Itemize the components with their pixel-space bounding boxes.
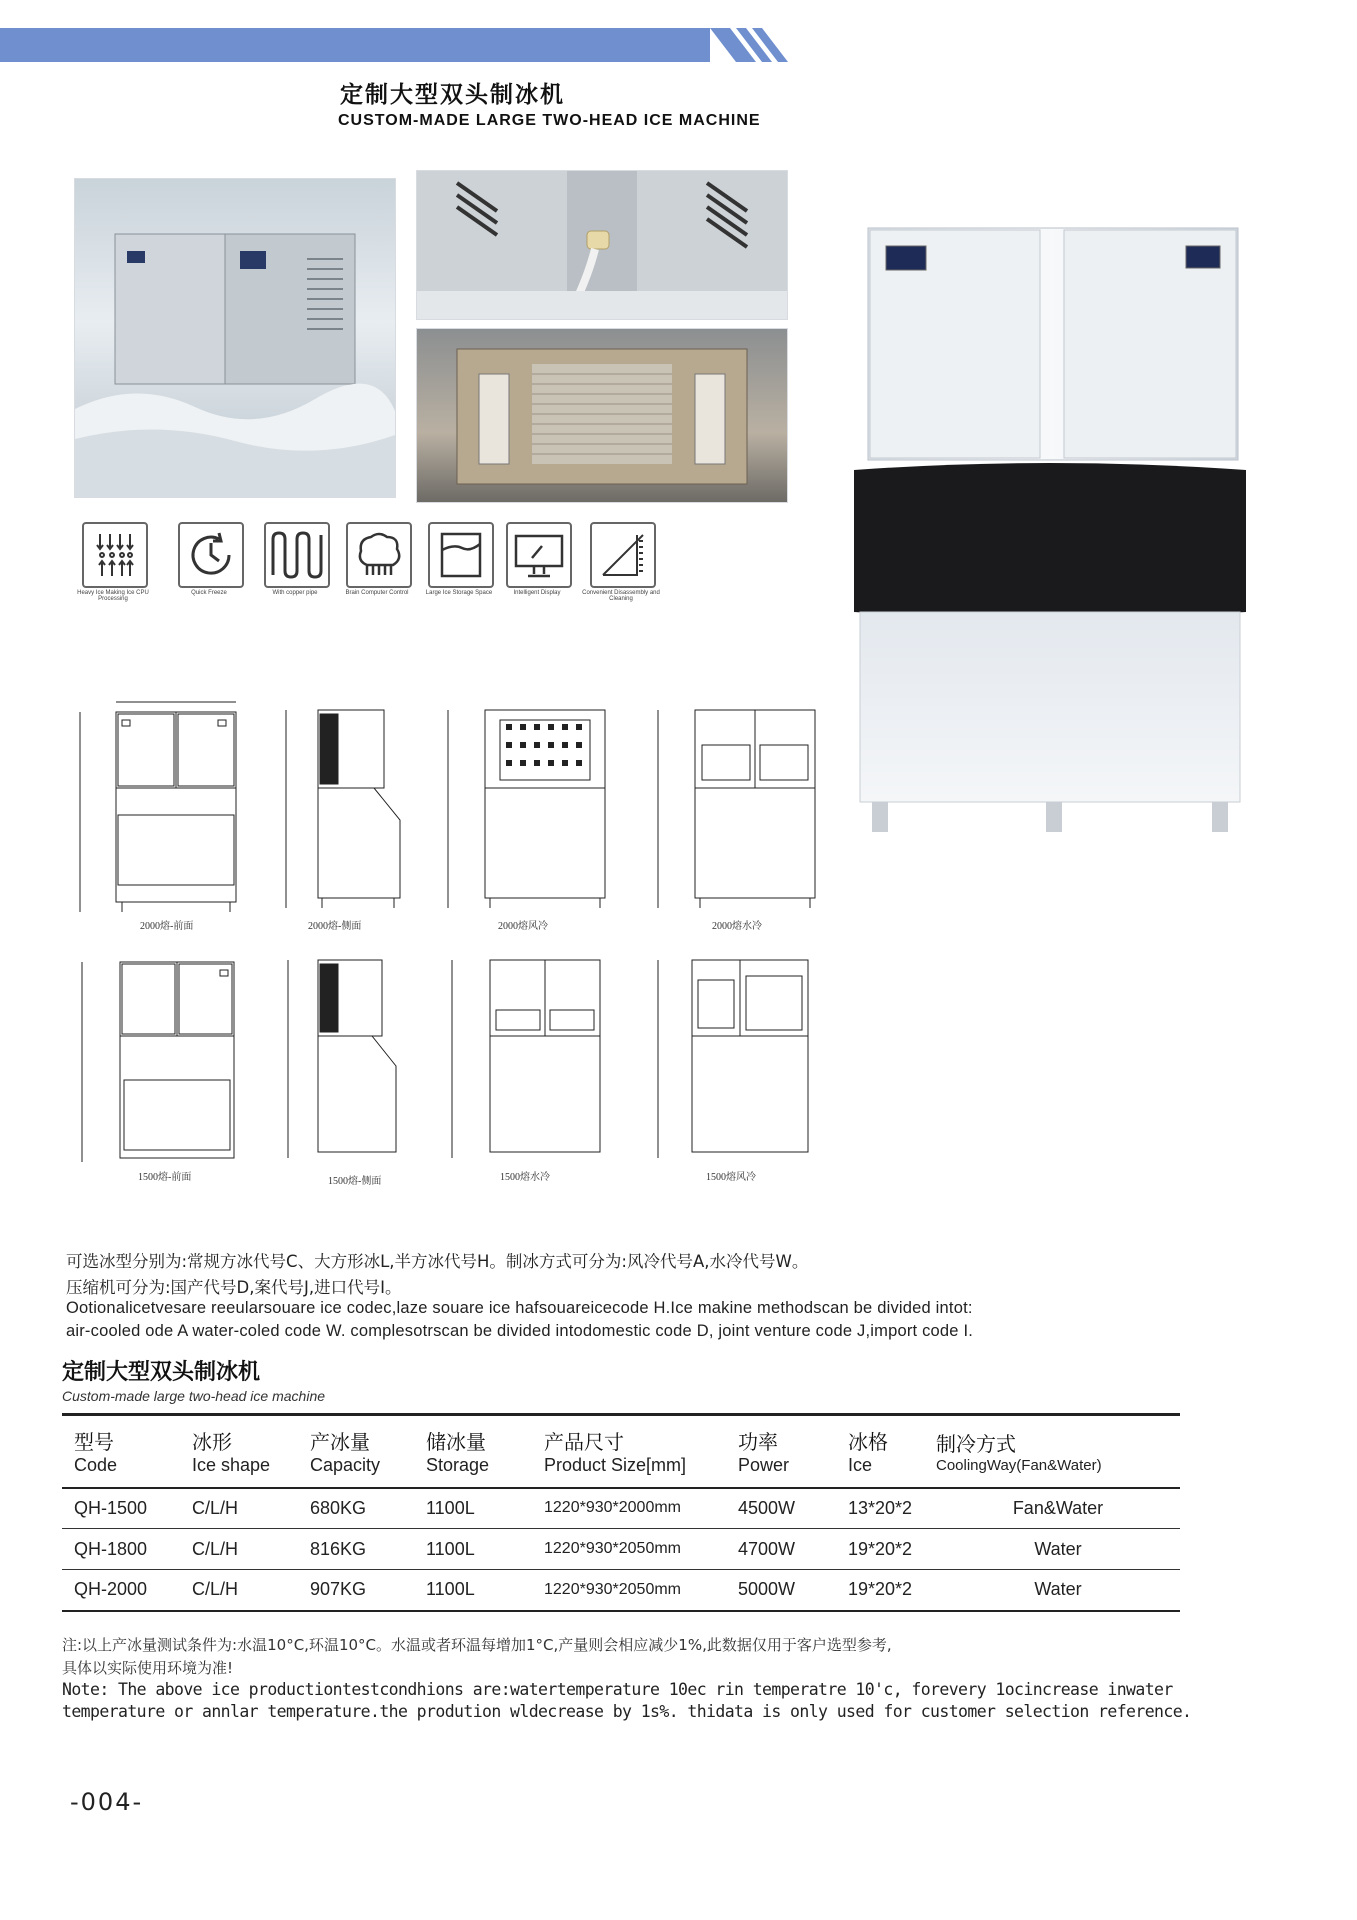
table-cell: 1220*930*2050mm	[544, 1580, 681, 1598]
table-cell: 1100L	[426, 1579, 475, 1600]
table-cell: 680KG	[310, 1497, 367, 1518]
feature-label: With copper pipe	[272, 590, 318, 596]
table-cell: 1100L	[426, 1538, 475, 1559]
drawing-caption: 1500熔-前面	[138, 1172, 192, 1183]
drawing-2000-side	[278, 690, 428, 930]
column-header: 产品尺寸 Product Size[mm]	[544, 1432, 687, 1476]
drawing-1500-air-cooled	[650, 940, 850, 1180]
spec-table	[62, 1413, 1180, 1612]
feature-label: Convenient Disassembly and Cleaning	[582, 590, 660, 602]
drawing-2000-front	[60, 690, 270, 930]
spec-table-subtitle: Custom-made large two-head ice machine	[62, 1388, 326, 1404]
table-cell: 907KG	[310, 1579, 367, 1600]
table-cell: 1220*930*2000mm	[544, 1499, 681, 1517]
column-header: 功率 Power	[738, 1432, 790, 1476]
column-header: 冰形 Ice shape	[192, 1432, 271, 1476]
table-cell: QH-2000	[74, 1579, 148, 1600]
table-cell: 19*20*2	[848, 1538, 913, 1559]
drawing-caption: 2000熔风冷	[498, 921, 548, 932]
table-row	[62, 1488, 1180, 1529]
note-en-line2: temperature or annlar temperature.the prodution wldecrease by 1s%. thidata is only used for customer selection reference.	[62, 1702, 1192, 1721]
header-band	[0, 28, 760, 62]
column-header: 型号 Code	[74, 1432, 118, 1476]
table-cell: 13*20*2	[848, 1497, 913, 1518]
page-title: 定制大型双头制冰机	[340, 82, 565, 108]
note-cn-line2: 具体以实际使用环境为准!	[62, 1659, 234, 1677]
drawing-caption: 2000熔水冷	[712, 921, 762, 932]
table-cell: QH-1500	[74, 1497, 148, 1518]
feature-label: Large Ice Storage Space	[425, 590, 493, 596]
ice-machine-illustration	[850, 220, 1250, 860]
drawing-1500-side	[278, 940, 428, 1180]
spec-table-title: 定制大型双头制冰机	[62, 1360, 261, 1385]
drawing-caption: 2000熔-前面	[140, 921, 194, 932]
timer-icon	[178, 522, 244, 588]
drawing-caption: 1500熔风冷	[706, 1172, 756, 1183]
feature-label: Quick Freeze	[191, 590, 227, 596]
table-cell: 1220*930*2050mm	[544, 1540, 681, 1557]
feature-label: Intelligent Display	[513, 590, 561, 596]
drawing-2000-water-cooled	[650, 690, 850, 930]
table-row	[62, 1529, 1180, 1570]
drawing-caption: 1500熔-侧面	[328, 1176, 382, 1187]
feature-label: Brain Computer Control	[345, 590, 409, 596]
table-cell: C/L/H	[192, 1538, 239, 1559]
table-cell: Water	[1034, 1538, 1082, 1559]
column-header: 产冰量 Capacity	[310, 1432, 381, 1476]
table-cell: 19*20*2	[848, 1579, 913, 1600]
description-cn-line2: 压缩机可分为:国产代号D,案代号J,进口代号I。	[66, 1278, 402, 1297]
drawing-caption: 2000熔-侧面	[308, 921, 362, 932]
table-cell: 1100L	[426, 1497, 475, 1518]
column-header: 制冷方式 CoolingWay(Fan&Water)	[936, 1434, 1102, 1475]
table-cell: C/L/H	[192, 1579, 239, 1600]
table-row	[62, 1570, 1180, 1611]
copper-pipe-icon	[264, 522, 330, 588]
drawing-caption: 1500熔水冷	[500, 1172, 550, 1183]
page-subtitle: CUSTOM-MADE LARGE TWO-HEAD ICE MACHINE	[338, 112, 761, 129]
table-cell: C/L/H	[192, 1497, 239, 1518]
brain-chip-icon	[346, 522, 412, 588]
water-inlet-detail-photo	[416, 170, 788, 320]
description-en-line2: air-cooled ode A water-coled code W. complesotrscan be divided intodomestic code D, joint venture code J,import code I.	[66, 1322, 974, 1340]
description-en-line1: Ootionalicetvesare reeularsouare ice codec,laze souare ice hafsouareicecode H.Ice makine methodscan be divided intot:	[66, 1299, 973, 1317]
table-cell: Fan&Water	[1012, 1497, 1104, 1518]
feature-label: Heavy Ice Making Ice CPU Processing	[77, 590, 149, 602]
airflow-icon	[82, 522, 148, 588]
condenser-rear-photo	[416, 328, 788, 503]
table-cell: Water	[1034, 1579, 1082, 1600]
table-cell: 5000W	[738, 1579, 796, 1600]
ice-machine-photo	[74, 178, 396, 498]
page-number: -004-	[70, 1788, 144, 1816]
column-header: 储冰量 Storage	[426, 1432, 490, 1476]
cleaning-icon	[590, 522, 656, 588]
ice-storage-icon	[428, 522, 494, 588]
drawing-1500-water-cooled	[440, 940, 640, 1180]
column-header: 冰格 Ice	[848, 1432, 888, 1476]
drawing-2000-air-cooled	[440, 690, 640, 930]
description-cn-line1: 可选冰型分别为:常规方冰代号C、大方形冰L,半方冰代号H。制冰方式可分为:风冷代号A,水冷代号W。	[66, 1252, 809, 1271]
table-cell: QH-1800	[74, 1538, 148, 1559]
table-header-row	[62, 1415, 1180, 1488]
table-cell: 4700W	[738, 1538, 796, 1559]
header-stripes	[710, 24, 790, 64]
table-cell: 816KG	[310, 1538, 367, 1559]
drawing-1500-front	[60, 940, 270, 1180]
table-cell: 4500W	[738, 1497, 796, 1518]
display-icon	[506, 522, 572, 588]
note-cn-line1: 注:以上产冰量测试条件为:水温10°C,环温10°C。水温或者环温每增加1°C,产量则会相应减少1%,此数据仅用于客户选型参考,	[62, 1636, 892, 1654]
note-en-line1: Note: The above ice productiontestcondhions are:watertemperature 10ec rin temperatre 10'c, forevery 1ocincrease inwater	[62, 1680, 1173, 1699]
